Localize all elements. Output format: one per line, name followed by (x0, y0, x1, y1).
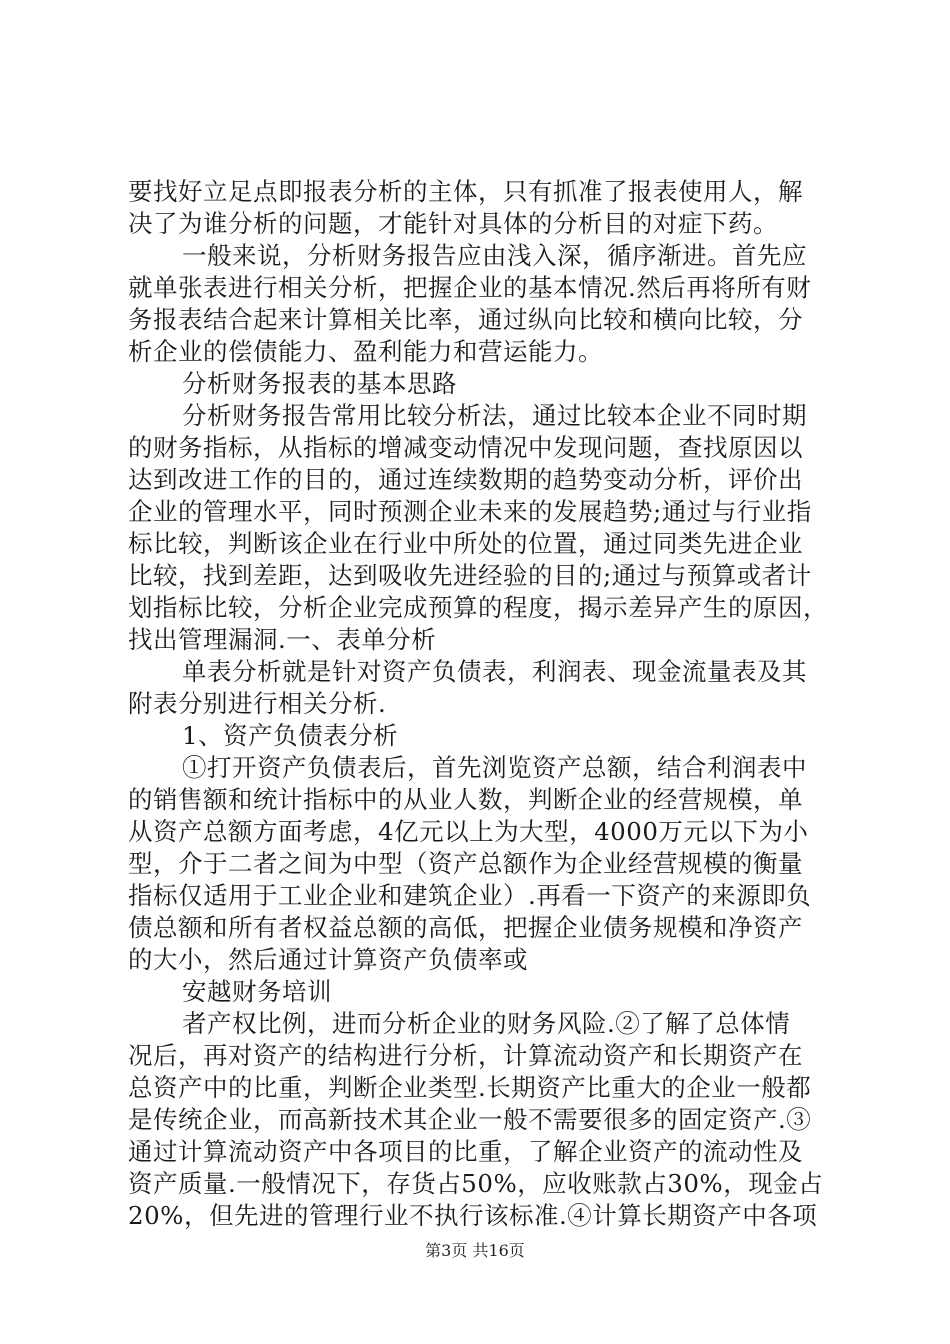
subsection-heading: 1、资产负债表分析 (182, 721, 399, 750)
text-line: 况后，再对资产的结构进行分析，计算流动资产和长期资产在 (128, 1041, 803, 1070)
text-line: 析企业的偿债能力、盈利能力和营运能力。 (128, 337, 603, 366)
text-line: 找出管理漏洞.一、表单分析 (128, 625, 437, 654)
text-line: 通过计算流动资产中各项目的比重，了解企业资产的流动性及 (128, 1137, 803, 1166)
text-line: 务报表结合起来计算相关比率，通过纵向比较和横向比较，分 (128, 305, 803, 334)
text-line: 的大小，然后通过计算资产负债率或 (128, 945, 528, 974)
text-line: 附表分别进行相关分析. (128, 689, 387, 718)
training-label: 安越财务培训 (182, 977, 332, 1006)
paragraph-start-line: 者产权比例，进而分析企业的财务风险.②了解了总体情 (182, 1009, 791, 1038)
text-line: 是传统企业，而高新技术其企业一般不需要很多的固定资产.③ (128, 1105, 812, 1134)
text-line: 比较，找到差距，达到吸收先进经验的目的;通过与预算或者计 (128, 561, 812, 590)
text-line: 指标仅适用于工业企业和建筑企业）.再看一下资产的来源即负 (128, 881, 812, 910)
text-line: 标比较，判断该企业在行业中所处的位置，通过同类先进企业 (128, 529, 803, 558)
paragraph-start-line: 单表分析就是针对资产负债表，利润表、现金流量表及其 (182, 657, 807, 686)
paragraph-start-line: 一般来说，分析财务报告应由浅入深，循序渐进。首先应 (182, 241, 807, 270)
text-line: 从资产总额方面考虑，4亿元以上为大型，4000万元以下为小 (128, 817, 809, 846)
paragraph-start-line: 分析财务报告常用比较分析法，通过比较本企业不同时期 (182, 401, 807, 430)
text-line: 的销售额和统计指标中的从业人数，判断企业的经营规模，单 (128, 785, 803, 814)
text-line: 要找好立足点即报表分析的主体，只有抓准了报表使用人，解 (128, 177, 803, 206)
text-line: 划指标比较，分析企业完成预算的程度，揭示差异产生的原因， (128, 593, 828, 622)
text-line: 达到改进工作的目的，通过连续数期的趋势变动分析，评价出 (128, 465, 803, 494)
text-line: 债总额和所有者权益总额的高低，把握企业债务规模和净资产 (128, 913, 803, 942)
page-footer: 第3页 共16页 (425, 1241, 525, 1260)
text-line: 总资产中的比重，判断企业类型.长期资产比重大的企业一般都 (128, 1073, 812, 1102)
text-line: 20%，但先进的管理行业不执行该标准.④计算长期资产中各项 (128, 1201, 818, 1230)
text-line: 型，介于二者之间为中型（资产总额作为企业经营规模的衡量 (128, 849, 803, 878)
text-line: 资产质量.一般情况下，存货占50%，应收账款占30%，现金占 (128, 1169, 824, 1198)
text-line: 决了为谁分析的问题，才能针对具体的分析目的对症下药。 (128, 209, 778, 238)
text-line: 的财务指标，从指标的增减变动情况中发现问题，查找原因以 (128, 433, 803, 462)
text-line: 就单张表进行相关分析，把握企业的基本情况.然后再将所有财 (128, 273, 812, 302)
paragraph-start-line: ①打开资产负债表后，首先浏览资产总额，结合利润表中 (182, 753, 807, 782)
section-heading: 分析财务报表的基本思路 (182, 369, 457, 398)
text-line: 企业的管理水平，同时预测企业未来的发展趋势;通过与行业指 (128, 497, 812, 526)
